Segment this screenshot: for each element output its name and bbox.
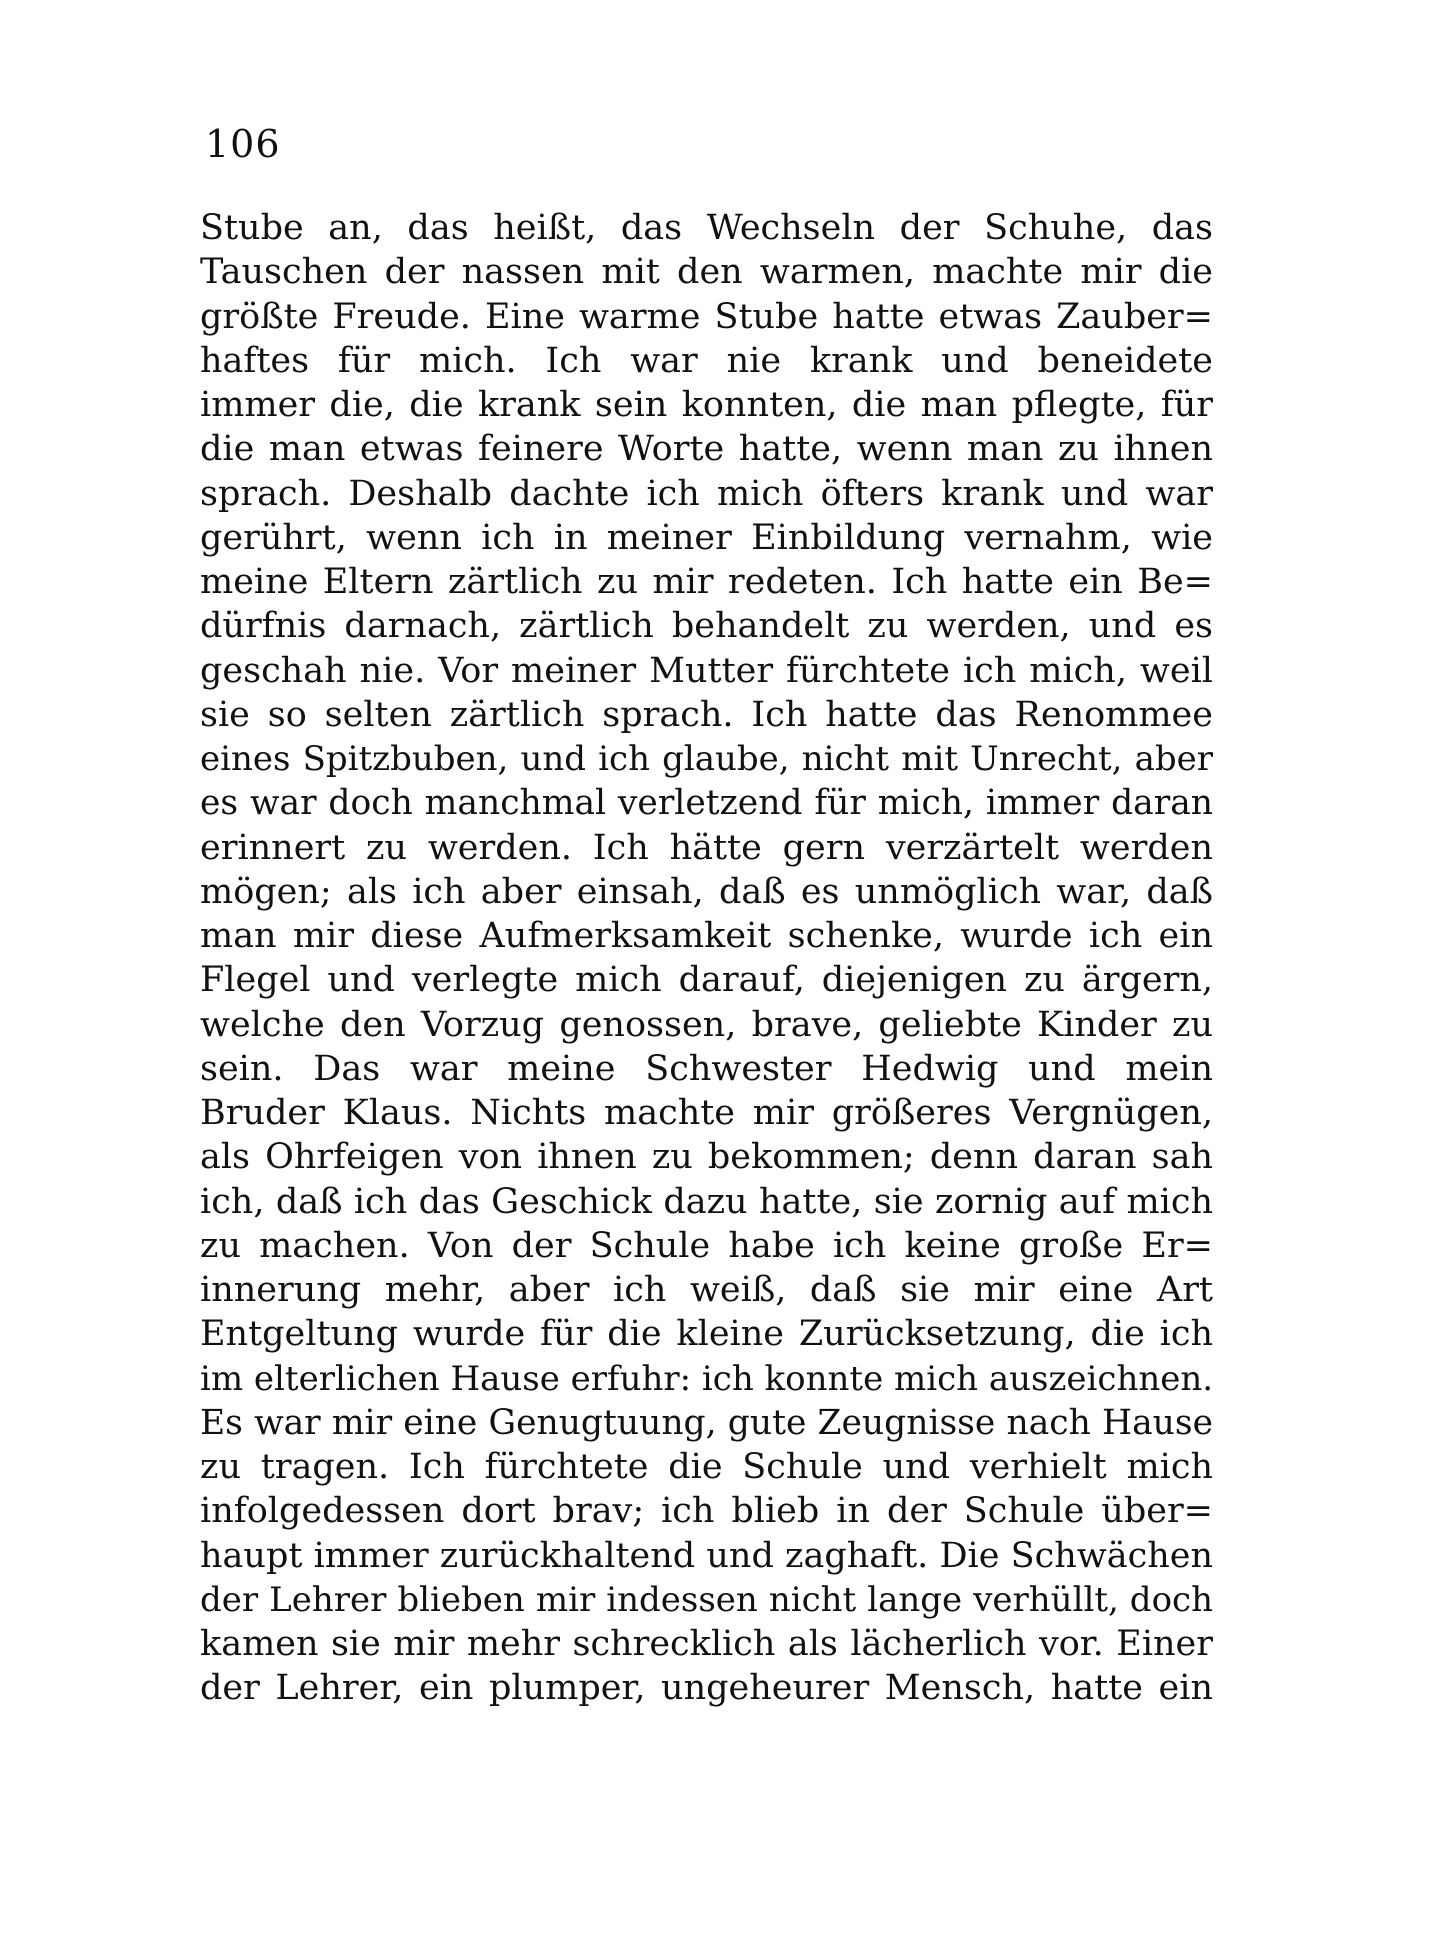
text-line: welche den Vorzug genossen, brave, geliebte Kinder zu <box>200 1004 1213 1045</box>
page-number: 106 <box>205 122 281 166</box>
text-line: haupt immer zurückhaltend und zaghaft. Die Schwächen <box>200 1535 1213 1576</box>
text-line: Flegel und verlegte mich darauf, diejenigen zu ärgern, <box>200 960 1213 1001</box>
text-line: im elterlichen Hause erfuhr: ich konnte mich auszeichnen. <box>200 1358 1213 1399</box>
text-line: man mir diese Aufmerksamkeit schenke, wurde ich ein <box>200 916 1213 956</box>
text-line: ich, daß ich das Geschick dazu hatte, sie zornig auf mich <box>200 1181 1213 1222</box>
text-line: sein. Das war meine Schwester Hedwig und mein <box>200 1048 1213 1089</box>
text-line: als Ohrfeigen von ihnen zu bekommen; denn daran sah <box>200 1137 1213 1178</box>
text-line: kamen sie mir mehr schrecklich als lächerlich vor. Einer <box>200 1624 1213 1664</box>
text-line: eines Spitzbuben, und ich glaube, nicht mit Unrecht, aber <box>200 739 1213 779</box>
text-line: sie so selten zärtlich sprach. Ich hatte das Renommee <box>200 694 1213 735</box>
text-line: meine Eltern zärtlich zu mir redeten. Ich hatte ein Be= <box>200 562 1213 602</box>
body-text <box>200 206 1213 1711</box>
text-line: innerung mehr, aber ich weiß, daß sie mir eine Art <box>200 1270 1213 1310</box>
text-line: erinnert zu werden. Ich hätte gern verzärtelt werden <box>200 827 1213 868</box>
text-line: immer die, die krank sein konnten, die man pflegte, für <box>200 385 1213 425</box>
text-line: die man etwas feinere Worte hatte, wenn man zu ihnen <box>200 429 1213 470</box>
text-line: gerührt, wenn ich in meiner Einbildung vernahm, wie <box>200 517 1213 558</box>
text-line: geschah nie. Vor meiner Mutter fürchtete ich mich, weil <box>200 650 1213 691</box>
text-line: der Lehrer blieben mir indessen nicht lange verhüllt, doch <box>200 1579 1213 1620</box>
text-line: der Lehrer, ein plumper, ungeheurer Mensch, hatte ein <box>200 1668 1213 1709</box>
text-line: größte Freude. Eine warme Stube hatte etwas Zauber= <box>200 296 1213 337</box>
text-line: sprach. Deshalb dachte ich mich öfters krank und war <box>200 473 1213 514</box>
text-line: Tauschen der nassen mit den warmen, machte mir die <box>200 252 1213 293</box>
text-line: Bruder Klaus. Nichts machte mir größeres Vergnügen, <box>200 1093 1213 1133</box>
text-line: zu tragen. Ich fürchtete die Schule und verhielt mich <box>200 1447 1213 1487</box>
text-line: zu machen. Von der Schule habe ich keine große Er= <box>200 1225 1213 1266</box>
text-line: Entgeltung wurde für die kleine Zurücksetzung, die ich <box>200 1314 1213 1355</box>
text-line: Es war mir eine Genugtuung, gute Zeugnisse nach Hause <box>200 1402 1213 1443</box>
text-line: infolgedessen dort brav; ich blieb in der Schule über= <box>200 1491 1213 1532</box>
text-line: mögen; als ich aber einsah, daß es unmöglich war, daß <box>200 871 1213 912</box>
text-line: dürfnis darnach, zärtlich behandelt zu werden, und es <box>200 606 1213 647</box>
text-line: haftes für mich. Ich war nie krank und beneidete <box>200 340 1213 381</box>
text-line: es war doch manchmal verletzend für mich, immer daran <box>200 783 1213 824</box>
text-line: Stube an, das heißt, das Wechseln der Schuhe, das <box>200 208 1213 248</box>
